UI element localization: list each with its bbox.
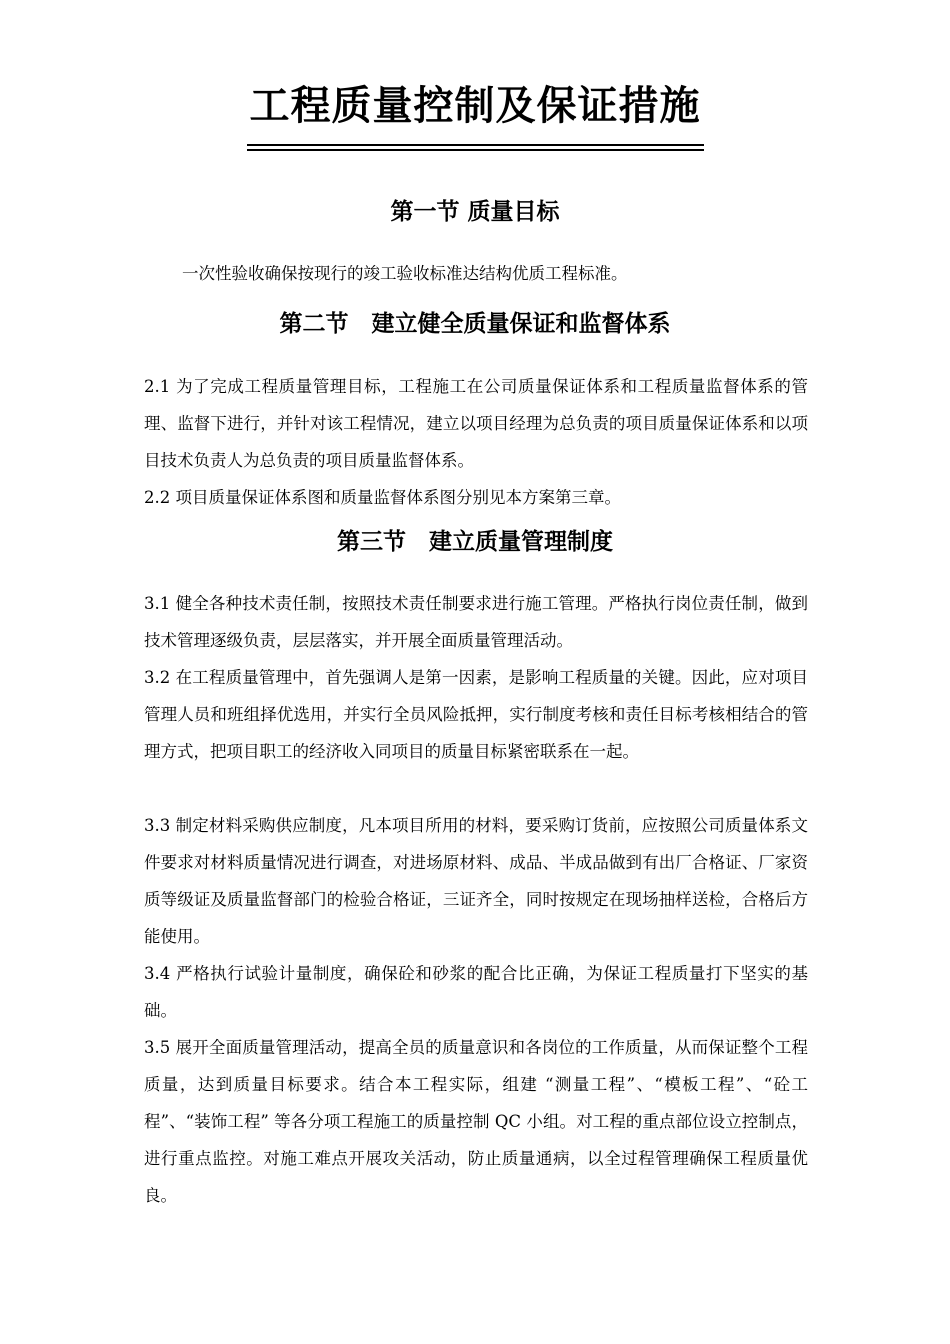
section-3-paragraph-3-3: 3.3 制定材料采购供应制度，凡本项目所用的材料，要采购订货前，应按照公司质量体系文件要求对材料质量情况进行调查，对进场原材料、成品、半成品做到有出厂合格证、厂家资质等级证及质量监督部门的检验合格证，三证齐全，同时按规定在现场抽样送检，合格后方能使用。 — [144, 816, 808, 946]
section-3-paragraph-3-2: 3.2 在工程质量管理中，首先强调人是第一因素，是影响工程质量的关键。因此，应对项目管理人员和班组择优选用，并实行全员风险抵押，实行制度考核和责任目标考核相结合的管理方式，把项目职工的经济收入同项目的质量目标紧密联系在一起。 — [144, 668, 808, 761]
section-3-paragraph-3-5: 3.5 展开全面质量管理活动，提高全员的质量意识和各岗位的工作质量，从而保证整个工程质量，达到质量目标要求。结合本工程实际，组建 “测量工程”、“模板工程”、“砼工程”、“装饰工程” 等各分项工程施工的质量控制 QC 小组。对工程的重点部位设立控制点，进行重点监控。对施工难点开展攻关活动，防止质量通病，以全过程管理确保工程质量优良。 — [144, 1038, 808, 1205]
section-1-paragraph: 一次性验收确保按现行的竣工验收标准达结构优质工程标准。 — [182, 264, 628, 283]
section-3-paragraph-3-4: 3.4 严格执行试验计量制度，确保砼和砂浆的配合比正确，为保证工程质量打下坚实的基础。 — [144, 964, 808, 1020]
title-double-rule-bottom — [247, 149, 704, 151]
section-3-paragraph-3-1: 3.1 健全各种技术责任制，按照技术责任制要求进行施工管理。严格执行岗位责任制，做到技术管理逐级负责，层层落实，并开展全面质量管理活动。 — [144, 594, 808, 650]
section-2-heading: 第二节 建立健全质量保证和监督体系 — [279, 311, 671, 337]
section-1-heading: 第一节 质量目标 — [390, 199, 560, 225]
section-3-heading: 第三节 建立质量管理制度 — [337, 529, 613, 555]
section-2-paragraph-2-1: 2.1 为了完成工程质量管理目标，工程施工在公司质量保证体系和工程质量监督体系的管理、监督下进行，并针对该工程情况，建立以项目经理为总负责的项目质量保证体系和以项目技术负责人为总负责的项目质量监督体系。 — [144, 377, 808, 470]
section-2-paragraph-2-2: 2.2 项目质量保证体系图和质量监督体系图分别见本方案第三章。 — [144, 488, 621, 507]
title-double-rule-top — [247, 144, 704, 146]
document-title: 工程质量控制及保证措施 — [249, 83, 701, 129]
